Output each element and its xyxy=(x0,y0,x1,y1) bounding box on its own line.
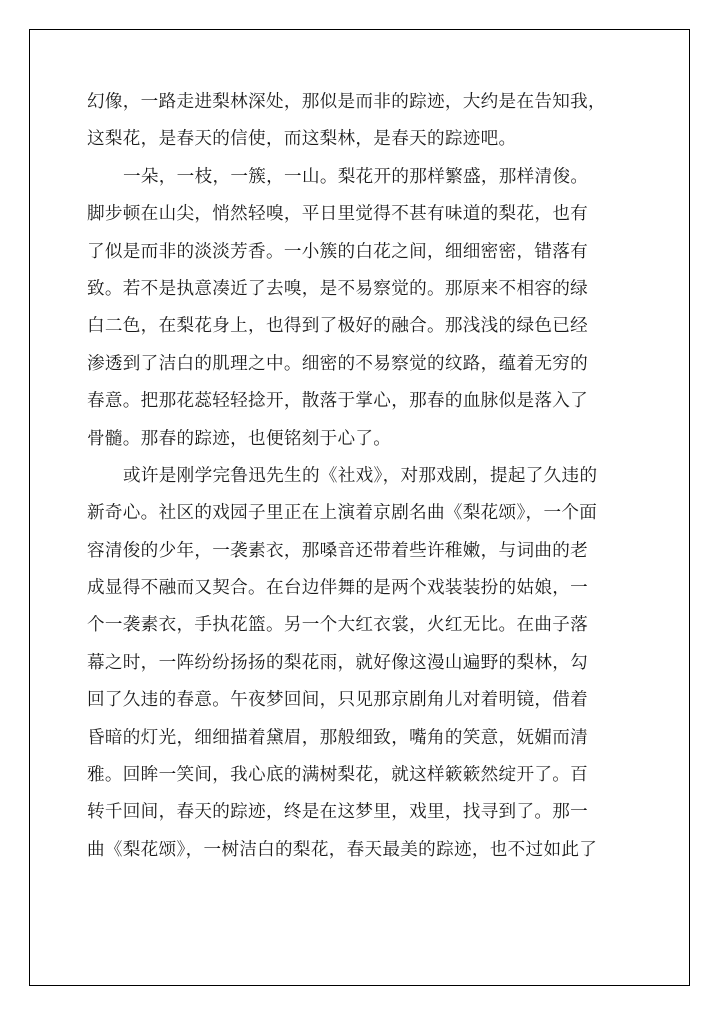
text-line: 容清俊的少年，一袭素衣，那嗓音还带着些许稚嫩，与词曲的老 xyxy=(87,540,589,561)
text-line: 幕之时，一阵纷纷扬扬的梨花雨，就好像这漫山遍野的梨林，勾 xyxy=(87,652,589,673)
text-line: 成显得不融而又契合。在台边伴舞的是两个戏装装扮的姑娘，一 xyxy=(87,578,589,599)
text-line: 骨髓。那春的踪迹，也便铭刻于心了。 xyxy=(87,428,392,449)
text-line: 或许是刚学完鲁迅先生的《社戏》，对那戏剧，提起了久违的 xyxy=(123,465,598,486)
text-line: 新奇心。社区的戏园子里正在上演着京剧名曲《梨花颂》，一个面 xyxy=(87,503,598,524)
text-line: 曲《梨花颂》，一树洁白的梨花，春天最美的踪迹，也不过如此了 xyxy=(87,839,598,860)
text-line: 个一袭素衣，手执花篮。另一个大红衣裳，火红无比。在曲子落 xyxy=(87,615,589,636)
text-line: 白二色，在梨花身上，也得到了极好的融合。那浅浅的绿色已经 xyxy=(87,316,589,337)
text-line: 幻像，一路走进梨林深处，那似是而非的踪迹，大约是在告知我， xyxy=(87,92,606,112)
text-line: 雅。回眸一笑间，我心底的满树梨花，就这样簌簌然绽开了。百 xyxy=(87,765,589,786)
text-line: 回了久违的春意。午夜梦回间，只见那京剧角儿对着明镜，借着 xyxy=(87,690,589,711)
text-line: 渗透到了洁白的肌理之中。细密的不易察觉的纹路，蕴着无穷的 xyxy=(87,353,589,374)
text-line: 了似是而非的淡淡芳香。一小簇的白花之间，细细密密，错落有 xyxy=(87,241,589,262)
text-line: 转千回间，春天的踪迹，终是在这梦里，戏里，找寻到了。那一 xyxy=(87,802,589,823)
text-line: 昏暗的灯光，细细描着黛眉，那般细致，嘴角的笑意，妩媚而清 xyxy=(87,727,589,748)
text-line: 春意。把那花蕊轻轻捻开，散落于掌心，那春的血脉似是落入了 xyxy=(87,391,589,412)
document-body xyxy=(87,84,647,869)
text-line: 致。若不是执意凑近了去嗅，是不易察觉的。那原来不相容的绿 xyxy=(87,278,589,299)
text-line: 脚步顿在山尖，悄然轻嗅，平日里觉得不甚有味道的梨花，也有 xyxy=(87,204,589,225)
text-line: 这梨花，是春天的信使，而这梨林，是春天的踪迹吧。 xyxy=(87,129,517,150)
text-line: 一朵，一枝，一簇，一山。梨花开的那样繁盛，那样清俊。 xyxy=(123,166,589,187)
